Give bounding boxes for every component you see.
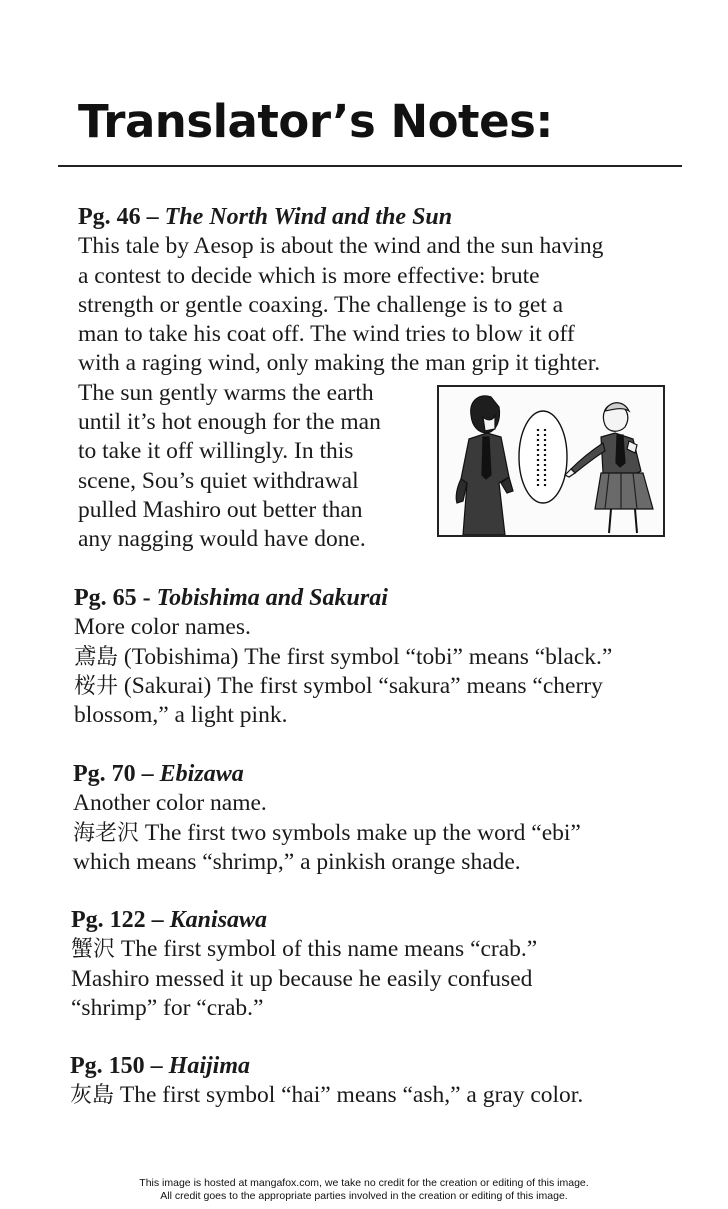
note-page: Pg. 70 – (73, 761, 160, 787)
note-subject: The North Wind and the Sun (164, 204, 453, 230)
note-line: until it’s hot enough for the man (78, 409, 381, 436)
note-page: Pg. 46 – (78, 204, 165, 230)
note-text: “shrimp” for “crab.” (71, 994, 264, 1021)
note-heading (70, 1052, 583, 1081)
note-line (74, 643, 612, 672)
note-line (73, 789, 581, 818)
note-text: The first two symbols make up the word “ebi” (139, 819, 581, 846)
note-line (70, 1081, 583, 1110)
note-line: pulled Mashiro out better than (78, 496, 363, 523)
note-kanji: 桜井 (74, 673, 119, 699)
note-line: scene, Sou’s quiet withdrawal (78, 467, 359, 494)
note-pg-150 (70, 1052, 583, 1111)
footer-line: All credit goes to the appropriate parties involved in the creation or editing of this image. (160, 1190, 568, 1202)
note-line: with a raging wind, only making the man grip it tighter. (78, 350, 601, 377)
note-page: Pg. 65 - (74, 585, 157, 611)
note-line: a contest to decide which is more effective: brute (78, 262, 540, 289)
note-heading (71, 906, 537, 935)
note-line (73, 819, 581, 848)
note-text: (Sakurai) The first symbol “sakura” means “cherry (118, 672, 603, 699)
note-line: The sun gently warms the earth (78, 379, 374, 406)
note-line (71, 994, 537, 1023)
note-pg-70 (73, 760, 581, 877)
note-line: any nagging would have done. (78, 526, 366, 553)
note-line (71, 965, 537, 994)
note-kanji: 蟹沢 (71, 937, 116, 963)
note-line: strength or gentle coaxing. The challenge is to get a (78, 291, 564, 318)
note-line (74, 672, 612, 701)
note-text: Mashiro messed it up because he easily confused (71, 965, 533, 992)
note-line (74, 701, 612, 730)
note-page: Pg. 122 – (71, 907, 170, 933)
footer-line: This image is hosted at mangafox.com, we take no credit for the creation or editing of this image. (139, 1177, 589, 1189)
figure-mashiro (565, 403, 653, 533)
note-text: (Tobishima) The first symbol “tobi” means “black.” (118, 643, 613, 670)
hosting-footer (0, 1177, 728, 1203)
note-kanji: 鳶島 (74, 644, 119, 670)
title-divider (58, 165, 682, 167)
note-subject: Kanisawa (169, 907, 268, 933)
note-text: Another color name. (73, 790, 267, 817)
note-line (71, 935, 537, 964)
note-text: blossom,” a light pink. (74, 702, 288, 729)
note-text: The first symbol of this name means “crab.” (115, 936, 538, 963)
note-line: man to take his coat off. The wind tries to blow it off (78, 321, 575, 348)
note-kanji: 灰島 (70, 1083, 115, 1109)
note-line: to take it off willingly. In this (78, 438, 354, 465)
page-title: Translator’s Notes: (78, 95, 553, 148)
note-line (73, 848, 581, 877)
note-line: This tale by Aesop is about the wind and the sun having (78, 233, 604, 260)
note-pg-65 (74, 584, 612, 730)
note-heading (78, 203, 603, 232)
note-heading (74, 584, 612, 613)
note-page: Pg. 150 – (70, 1053, 169, 1079)
manga-panel-image (437, 385, 665, 537)
note-subject: Tobishima and Sakurai (156, 585, 388, 611)
note-text: More color names. (74, 614, 251, 641)
figure-sou (456, 396, 513, 535)
note-line (74, 613, 612, 642)
note-kanji: 海老沢 (73, 820, 140, 846)
note-subject: Haijima (168, 1053, 251, 1079)
speech-bubble (519, 411, 567, 503)
note-heading (73, 760, 581, 789)
note-text: which means “shrimp,” a pinkish orange shade. (73, 848, 521, 875)
note-subject: Ebizawa (159, 761, 244, 787)
note-pg-122 (71, 906, 537, 1023)
note-text: The first symbol “hai” means “ash,” a gray color. (114, 1082, 584, 1109)
manga-panel-drawing (439, 387, 663, 535)
